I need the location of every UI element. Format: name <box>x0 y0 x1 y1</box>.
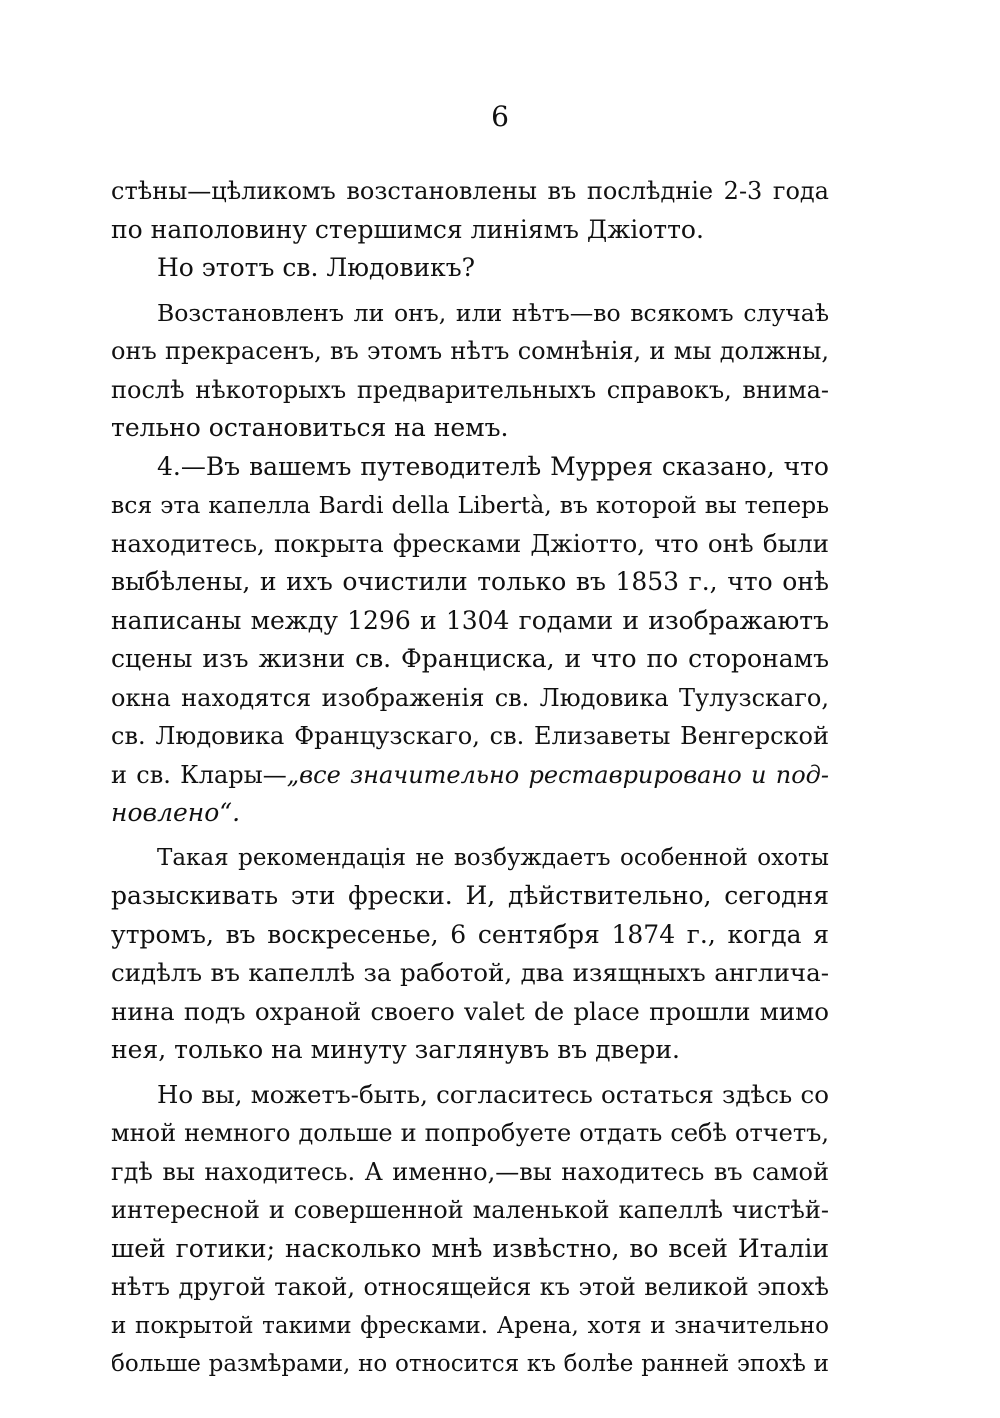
text-line: 4.—Въ вашемъ путеводителѣ Муррея сказано, что <box>157 451 829 481</box>
text-line: Но этотъ св. Людовикъ? <box>157 253 476 282</box>
text-line: больше размѣрами, но относится къ болѣе ранней эпохѣ и <box>111 1351 829 1377</box>
text-line: разыскивать эти фрески. И, дѣйствительно, сегодня <box>111 881 829 910</box>
text-line: Такая рекомендація не возбуждаетъ особенной охоты <box>157 844 829 871</box>
italic-quote: „все значительно реставрировано и под- <box>286 760 829 789</box>
text-line: стѣны—цѣликомъ возстановлены въ послѣдніе 2-3 года <box>111 177 829 205</box>
text-line: св. Людовика Французскаго, св. Елизаветы Венгерской <box>111 722 829 750</box>
text-line: и покрытой такими фресками. Арена, хотя и значительно <box>111 1312 829 1339</box>
text-line: новлено“. <box>111 798 241 827</box>
text-segment: и св. Клары— <box>111 760 287 789</box>
text-line: нѣтъ другой такой, относящейся къ этой великой эпохѣ <box>111 1273 829 1301</box>
text-line: нея, только на минуту заглянувъ въ двери. <box>111 1035 680 1064</box>
text-line: утромъ, въ воскресенье, 6 сентября 1874 г., когда я <box>111 919 829 949</box>
text-line: Но вы, можетъ-быть, согласитесь остаться здѣсь со <box>157 1079 829 1109</box>
text-line: сцены изъ жизни св. Франциска, и что по сторонамъ <box>111 644 829 673</box>
text-line: окна находятся изображенія св. Людовика Тулузскаго, <box>111 683 829 712</box>
text-line: сидѣлъ въ капеллѣ за работой, два изящныхъ англича- <box>111 958 829 987</box>
text-line: по наполовину стершимся линіямъ Джіотто. <box>111 214 704 244</box>
text-line: послѣ нѣкоторыхъ предварительныхъ справокъ, внима- <box>111 375 829 404</box>
text-line: тельно остановиться на немъ. <box>111 413 509 442</box>
text-line: гдѣ вы находитесь. А именно,—вы находитесь въ самой <box>111 1157 829 1186</box>
text-line: мной немного дольше и попробуете отдать себѣ отчетъ, <box>111 1119 829 1147</box>
text-line: вся эта капелла Bardi della Libertà, въ которой вы теперь <box>111 491 829 519</box>
text-line: находитесь, покрыта фресками Джіотто, что онѣ были <box>111 528 829 558</box>
text-line: шей готики; насколько мнѣ извѣстно, во всей Италіи <box>111 1233 829 1263</box>
body-text <box>111 172 829 1384</box>
text-line: написаны между 1296 и 1304 годами и изображаютъ <box>111 605 829 635</box>
text-line <box>111 756 829 795</box>
text-line: нина подъ охраной своего valet de place прошли мимо <box>111 996 829 1026</box>
page-number: 6 <box>491 100 509 133</box>
text-line: выбѣлены, и ихъ очистили только въ 1853 г., что онѣ <box>111 567 829 596</box>
text-line: интересной и совершенной маленькой капеллѣ чистѣй- <box>111 1196 829 1224</box>
text-line: онъ прекрасенъ, въ этомъ нѣтъ сомнѣнія, и мы должны, <box>111 337 829 365</box>
text-line: Возстановленъ ли онъ, или нѣтъ—во всякомъ случаѣ <box>157 298 829 327</box>
